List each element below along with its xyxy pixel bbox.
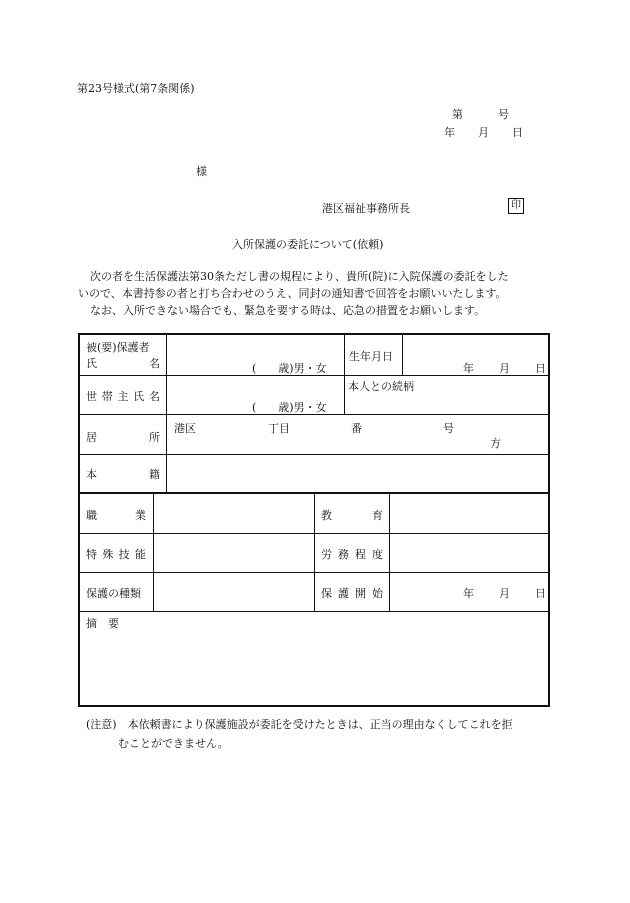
label-char: 業 — [135, 509, 146, 522]
date-day: 日 — [512, 126, 523, 139]
birth-day: 日 — [535, 362, 546, 375]
occupation-label — [86, 507, 146, 523]
label-char: 育 — [372, 509, 383, 522]
start-month: 月 — [499, 587, 510, 600]
protection-start-label — [321, 585, 383, 601]
residence-chome: 丁目 — [268, 422, 290, 435]
row-divider — [80, 454, 548, 455]
householder-label — [86, 388, 160, 404]
birth-month: 月 — [499, 362, 510, 375]
col-divider — [344, 335, 345, 415]
residence-ban: 番 — [351, 422, 362, 435]
form-number: 第23号様式(第7条関係) — [77, 82, 195, 95]
protection-type-label: 保護の種類 — [86, 587, 141, 600]
note-line-1: (注意) 本依頼書により保護施設が委託を受けたときは、正当の理由なくしてこれを拒 — [86, 718, 513, 731]
honseki-label — [86, 466, 160, 482]
col-divider — [402, 335, 403, 375]
label-char: 居 — [86, 431, 97, 444]
protected-name-label — [86, 355, 160, 371]
label-char: 所 — [149, 431, 160, 444]
col-divider — [314, 493, 315, 612]
label-char: 技 — [118, 548, 130, 561]
label-char: 能 — [134, 548, 146, 561]
start-year: 年 — [463, 587, 474, 600]
seal-mark: 印 — [508, 198, 524, 214]
col-divider — [166, 335, 167, 493]
form-table — [78, 333, 550, 707]
label-char: 保 — [321, 587, 332, 600]
label-char: 特 — [86, 548, 97, 561]
start-day: 日 — [535, 587, 546, 600]
label-char: 氏 — [133, 390, 145, 403]
body-line-3: なお、入所できない場合でも、緊急を要する時は、応急の措置をお願いします。 — [90, 304, 486, 317]
date-month: 月 — [478, 126, 489, 139]
note-line-2: むことができません。 — [118, 737, 229, 750]
residence-kata: 方 — [490, 437, 501, 450]
labor-level-label — [321, 546, 383, 562]
birthdate-label: 生年月日 — [349, 350, 393, 363]
body-line-1: 次の者を生活保護法第30条ただし書の規程により、貴所(院)に入院保護の委託をした — [90, 270, 509, 283]
summary-label: 摘 要 — [86, 617, 119, 630]
residence-label — [86, 429, 160, 445]
label-char: 本 — [86, 468, 97, 481]
label-char: 世 — [86, 390, 97, 403]
label-char: 教 — [321, 509, 332, 522]
special-skills-label — [86, 546, 146, 562]
name-label-part: 氏 — [86, 357, 97, 370]
label-char: 護 — [338, 587, 349, 600]
relation-label: 本人との続柄 — [348, 380, 414, 393]
education-label — [321, 507, 383, 523]
addressee-suffix: 様 — [196, 165, 207, 178]
label-char: 労 — [321, 548, 332, 561]
label-char: 殊 — [102, 548, 114, 561]
date-year: 年 — [444, 126, 455, 139]
residence-go: 号 — [443, 422, 454, 435]
label-char: 程 — [355, 548, 366, 561]
label-char: 帯 — [101, 390, 113, 403]
issuer: 港区福祉事務所長 — [322, 202, 410, 215]
age-sex-field: ( 歳)男・女 — [252, 401, 327, 414]
col-divider — [153, 493, 154, 612]
label-char: 務 — [338, 548, 349, 561]
residence-ward: 港区 — [174, 422, 196, 435]
birth-year: 年 — [463, 362, 474, 375]
document-title: 入所保護の委託について(依頼) — [232, 238, 384, 251]
label-char: 主 — [117, 390, 129, 403]
col-divider — [389, 493, 390, 612]
label-char: 名 — [149, 390, 160, 403]
doc-number-prefix: 第 — [452, 108, 463, 121]
label-char: 開 — [355, 587, 366, 600]
age-sex-field: ( 歳)男・女 — [252, 362, 327, 375]
label-char: 職 — [86, 509, 97, 522]
body-line-2: いので、本書持参の者と打ち合わせのうえ、同封の通知書で回答をお願いいたします。 — [78, 287, 507, 300]
label-char: 始 — [372, 587, 383, 600]
name-label-part: 名 — [149, 357, 160, 370]
label-char: 籍 — [149, 468, 160, 481]
protected-person-label: 被(要)保護者 — [86, 341, 150, 354]
doc-number-suffix: 号 — [498, 108, 509, 121]
label-char: 度 — [372, 548, 383, 561]
